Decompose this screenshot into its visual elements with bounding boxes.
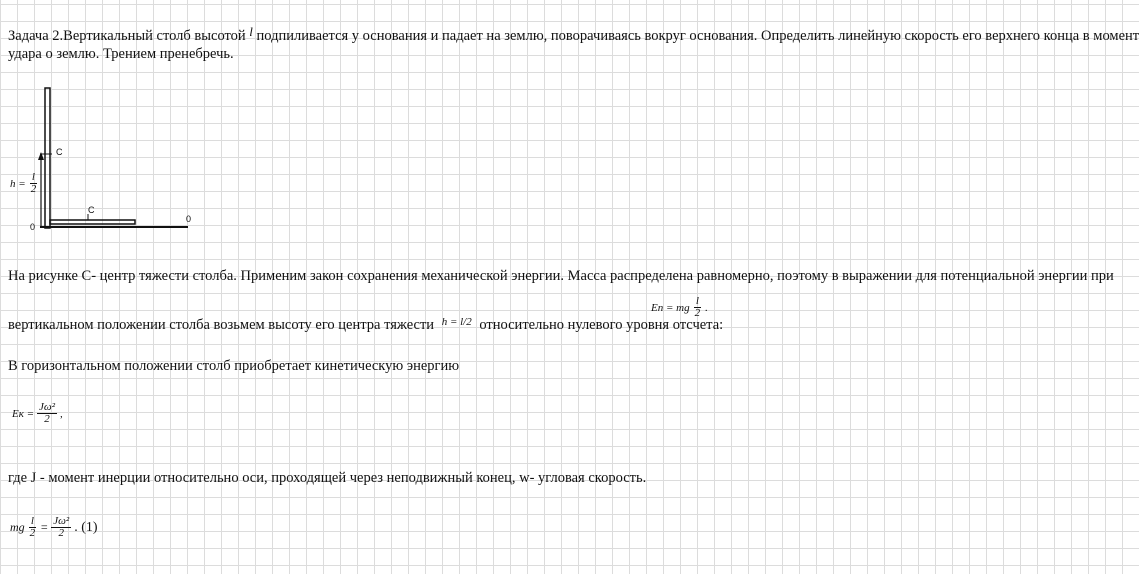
paragraph-1: На рисунке С- центр тяжести столба. Применим закон сохранения механической энергии. Масса распределена равномерно, поэтому в выражении для потенциальной энергии при: [8, 268, 1114, 284]
paragraph-3: В горизонтальном положении столб приобретает кинетическую энергию: [8, 358, 460, 374]
task-title-line2: удара о землю. Трением пренебречь.: [8, 46, 234, 62]
task-title-variable: l: [249, 24, 253, 39]
label-origin: 0: [30, 222, 36, 232]
label-end: 0: [186, 214, 192, 224]
horizontal-pole: [50, 220, 135, 224]
paragraph-4: где J - момент инерции относительно оси, проходящей через неподвижный конец, w- угловая скорость.: [8, 470, 647, 486]
task-title-part1: Задача 2.Вертикальный столб высотой: [8, 28, 246, 44]
equation-1: mg $\frac{l}{2}$ = $\frac{\text{Jω²}}{2}$ . (1): [10, 515, 98, 539]
kinetic-energy-formula: Eк = $\frac{\text{Jω²}}{2}$ ,: [12, 401, 63, 425]
task-title-part2: подпиливается у основания и падает на землю, поворачиваясь вокруг основания. Определить линейную скорость его верхнего конца в момент: [256, 28, 1139, 44]
vertical-pole: [45, 88, 50, 228]
label-c-horizontal: C: [88, 205, 95, 215]
label-h: h = $\frac{l}{2}$: [10, 171, 37, 195]
potential-energy-formula: Eп = mg $\frac{l}{2}$ .: [651, 295, 708, 319]
pole-diagram: [0, 0, 220, 240]
inline-height-formula: h = l/2: [441, 316, 472, 328]
height-arrow-head: [38, 152, 44, 160]
label-c-vertical: C: [56, 147, 63, 157]
paragraph-2: вертикальном положении столба возьмем высоту его центра тяжести $^{h = l/2}$ относительно нулевого уровня отсчета:: [8, 316, 724, 333]
